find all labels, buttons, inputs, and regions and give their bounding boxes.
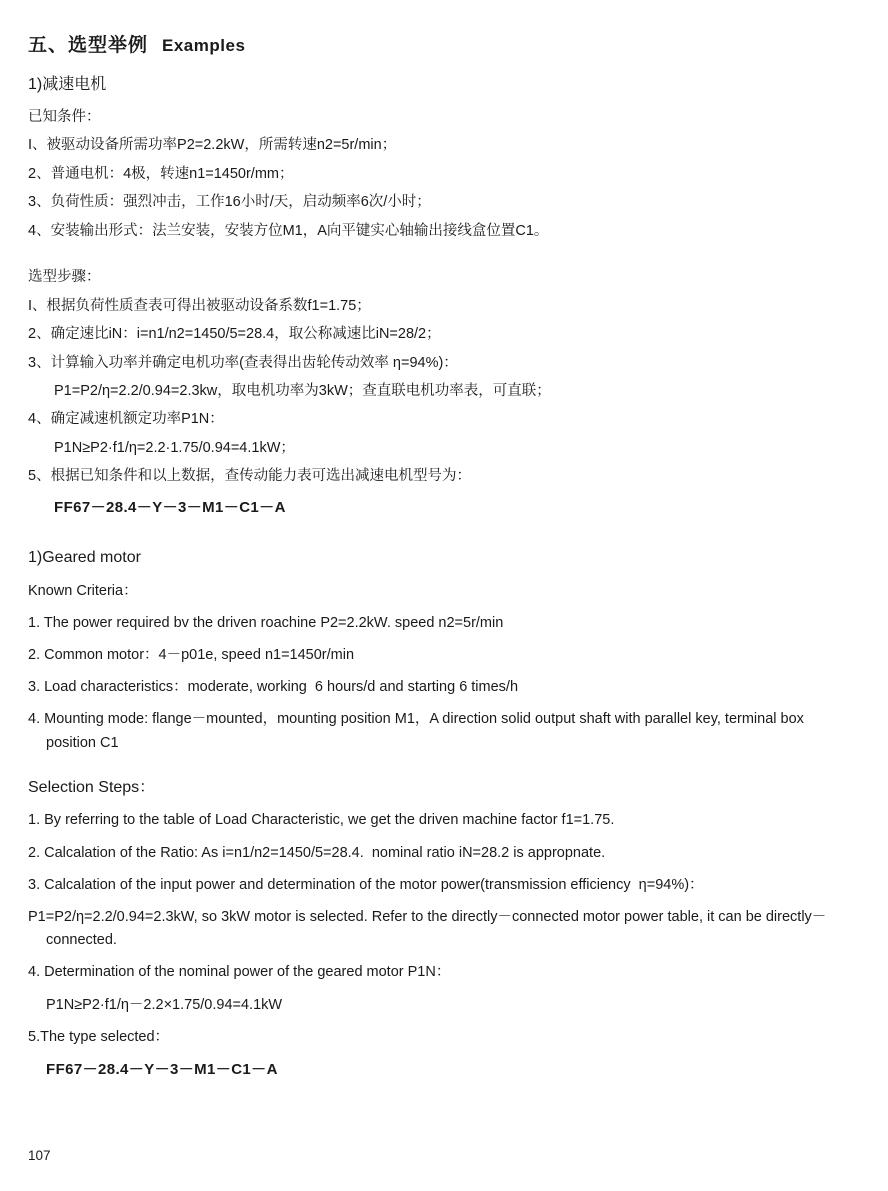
- page-title-chinese: 五、选型举例: [28, 35, 149, 56]
- english-known-item: 2. Common motor：4－p01e, speed n1=1450r/min: [28, 647, 355, 664]
- english-known-item: 1. The power required bv the driven roachine P2=2.2kW. speed n2=5r/min: [28, 614, 504, 631]
- english-model-code: FF67－28.4－Y－3－M1－C1－A: [46, 1060, 278, 1078]
- chinese-steps-label: 选型步骤：: [28, 269, 101, 286]
- chinese-section: [28, 73, 848, 519]
- chinese-known-item: 4、安装输出形式：法兰安装，安装方位M1，A向平键实心轴输出接线盒位置C1。: [28, 222, 549, 239]
- english-step: 4. Determination of the nominal power of the geared motor P1N：: [28, 964, 451, 981]
- english-known-label: Known Criteria：: [28, 582, 138, 599]
- english-step: 3. Calcalation of the input power and determination of the motor power(transmission efficiency η=94%)：: [28, 876, 704, 893]
- english-step: 5.The type selected：: [28, 1028, 170, 1045]
- page-number: 107: [28, 1148, 51, 1163]
- spacer: [28, 248, 848, 260]
- english-step: P1N≥P2·f1/η－2.2×1.75/0.94=4.1kW: [46, 996, 283, 1013]
- english-subtitle: 1)Geared motor: [28, 549, 141, 567]
- chinese-step: P1=P2/η=2.2/0.94=2.3kw，取电机功率为3kW；查直联电机功率表，可直联；: [54, 383, 551, 400]
- chinese-step: I、根据负荷性质查表可得出被驱动设备系数f1=1.75；: [28, 297, 371, 314]
- chinese-step: 2、确定速比iN：i=n1/n2=1450/5=28.4，取公称减速比iN=28/2；: [28, 326, 441, 343]
- english-known-item: 4. Mounting mode: flange－mounted，mounting position M1，A direction solid output shaft with parallel key, terminal box position C1: [28, 711, 808, 751]
- chinese-known-item: 2、普通电机：4极，转速n1=1450r/mm；: [28, 165, 294, 182]
- chinese-known-item: I、被驱动设备所需功率P2=2.2kW，所需转速n2=5r/min；: [28, 137, 397, 154]
- english-known-item: 3. Load characteristics：moderate, working 6 hours/d and starting 6 times/h: [28, 679, 519, 696]
- english-step: 2. Calcalation of the Ratio: As i=n1/n2=1450/5=28.4. nominal ratio iN=28.2 is appropnate.: [28, 844, 606, 861]
- page-title-english: Examples: [162, 36, 246, 55]
- english-step: 1. By referring to the table of Load Characteristic, we get the driven machine factor f1=1.75.: [28, 812, 615, 829]
- page-title: [28, 30, 848, 57]
- chinese-known-item: 3、负荷性质：强烈冲击，工作16小时/天，启动频率6次/小时；: [28, 194, 431, 211]
- english-section: [28, 545, 848, 1082]
- english-step: P1=P2/η=2.2/0.94=2.3kW, so 3kW motor is selected. Refer to the directly－connected motor power table, it can be directly－connected.: [28, 909, 827, 949]
- chinese-step: 4、确定减速机额定功率P1N：: [28, 411, 224, 428]
- chinese-subtitle: 1)减速电机: [28, 76, 107, 93]
- chinese-step: 5、根据已知条件和以上数据，查传动能力表可选出减速电机型号为：: [28, 468, 472, 485]
- chinese-model-code: FF67－28.4－Y－3－M1－C1－A: [54, 498, 286, 516]
- chinese-step: 3、计算输入功率并确定电机功率(查表得出齿轮传动效率 η=94%)：: [28, 354, 458, 371]
- chinese-known-label: 已知条件：: [28, 108, 101, 125]
- chinese-step: P1N≥P2·f1/η=2.2·1.75/0.94=4.1kW；: [54, 439, 295, 456]
- english-steps-label: Selection Steps：: [28, 778, 156, 796]
